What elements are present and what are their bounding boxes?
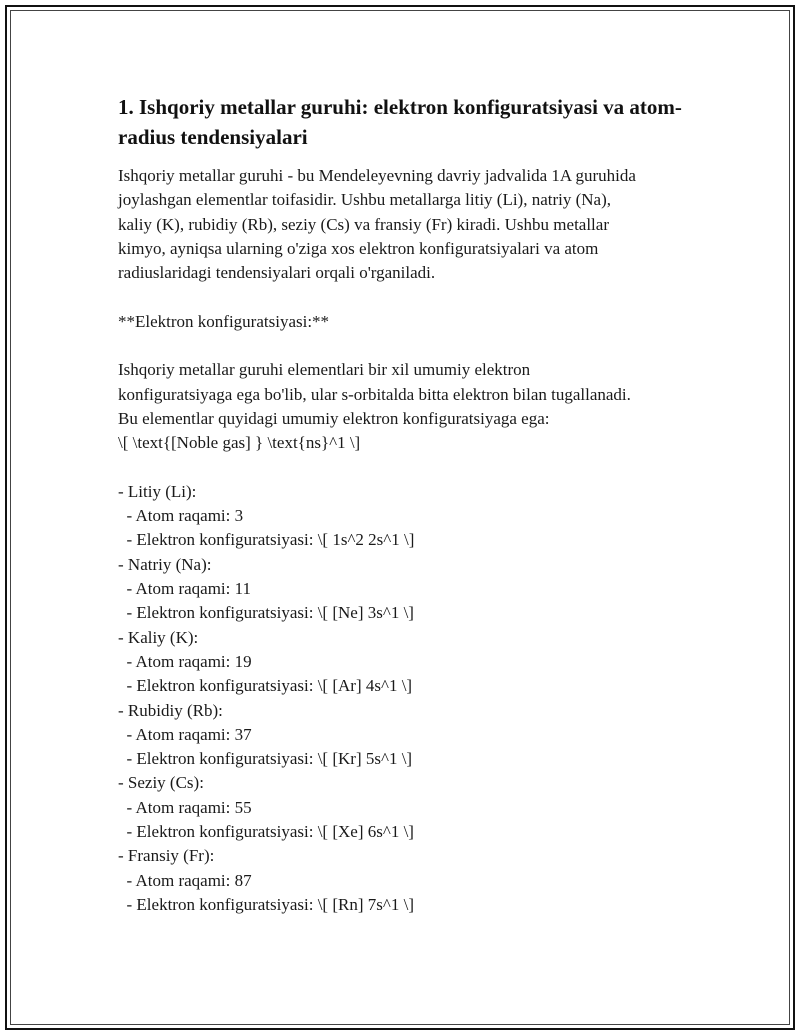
intro-line: radiuslaridagi tendensiyalari orqali o'rganiladi. [118,263,436,283]
atomic-number: - Atom raqami: 11 [118,579,251,599]
list-item [118,844,698,917]
electron-configuration: - Elektron konfiguratsiyasi: \[ [Ar] 4s^1 \] [118,676,413,696]
atomic-number: - Atom raqami: 19 [118,651,252,671]
section-paragraph [118,358,698,455]
general-formula: \[ \text{[Noble gas] } \text{ns}^1 \] [118,433,361,453]
atomic-number: - Atom raqami: 37 [118,724,252,744]
blank-line [118,334,698,358]
section-label: **Elektron konfiguratsiyasi:** [118,311,330,331]
intro-line: kaliy (K), rubidiy (Rb), seziy (Cs) va fransiy (Fr) kiradi. Ushbu metallar [118,214,609,234]
electron-configuration: - Elektron konfiguratsiyasi: \[ [Kr] 5s^1 \] [118,749,413,769]
list-item [118,553,698,626]
list-item [118,771,698,844]
section-line: Ishqoriy metallar guruhi elementlari bir xil umumiy elektron [118,360,531,380]
intro-line: joylashgan elementlar toifasidir. Ushbu metallarga litiy (Li), natriy (Na), [118,190,612,210]
list-item [118,699,698,772]
electron-configuration: - Elektron konfiguratsiyasi: \[ 1s^2 2s^1 \] [118,530,415,550]
element-name: - Litiy (Li): [118,481,197,501]
intro-paragraph [118,164,698,285]
section-line: Bu elementlar quyidagi umumiy elektron konfiguratsiyaga ega: [118,408,550,428]
element-name: - Fransiy (Fr): [118,846,215,866]
atomic-number: - Atom raqami: 3 [118,506,244,526]
section-line: konfiguratsiyaga ega bo'lib, ular s-orbitalda bitta elektron bilan tugallanadi. [118,384,631,404]
electron-configuration: - Elektron konfiguratsiyasi: \[ [Xe] 6s^1 \] [118,822,414,842]
element-list [118,480,698,917]
element-name: - Natriy (Na): [118,554,212,574]
blank-line [118,285,698,309]
blank-line [118,456,698,480]
element-name: - Seziy (Cs): [118,773,204,793]
atomic-number: - Atom raqami: 87 [118,870,252,890]
atomic-number: - Atom raqami: 55 [118,797,252,817]
list-item [118,626,698,699]
intro-line: Ishqoriy metallar guruhi - bu Mendeleyevning davriy jadvalida 1A guruhida [118,166,636,185]
document-heading: 1. Ishqoriy metallar guruhi: elektron konfiguratsiyasi va atom-radius tendensiyalari [118,95,682,149]
electron-configuration: - Elektron konfiguratsiyasi: \[ [Rn] 7s^1 \] [118,894,414,914]
electron-configuration: - Elektron konfiguratsiyasi: \[ [Ne] 3s^1 \] [118,603,414,623]
element-name: - Rubidiy (Rb): [118,700,223,720]
element-name: - Kaliy (K): [118,627,199,647]
document-body [118,92,698,917]
list-item [118,480,698,553]
intro-line: kimyo, ayniqsa ularning o'ziga xos elektron konfiguratsiyalari va atom [118,238,599,258]
